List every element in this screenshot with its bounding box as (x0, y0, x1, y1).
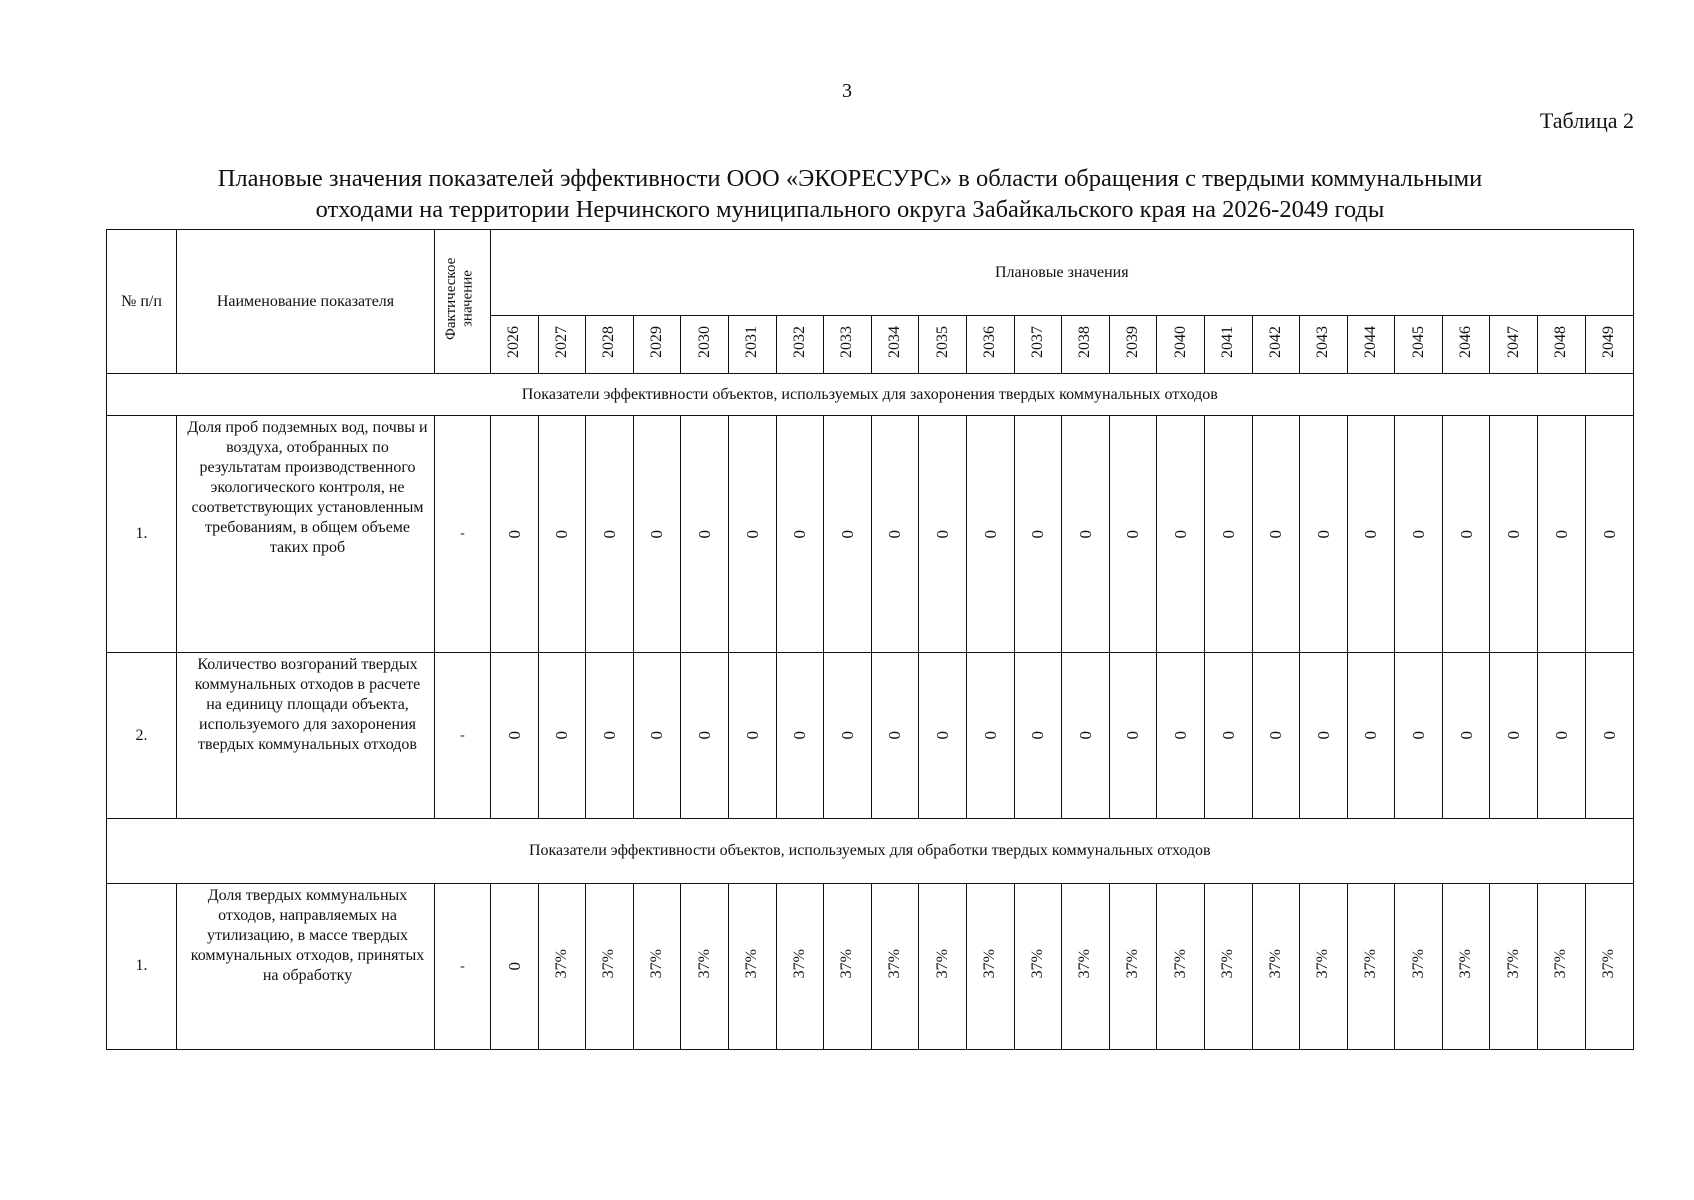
planned-value: 0 (1170, 731, 1190, 740)
indicator-name: Количество возгораний твердых коммунальных отходов в расчете на единицу площади объекта, используемого для захоронения твердых коммунальных отходов (177, 653, 435, 819)
planned-value-cell (966, 416, 1014, 653)
planned-value: 37% (1266, 948, 1284, 978)
planned-value: 0 (1456, 529, 1476, 539)
planned-value-cell (1442, 416, 1490, 653)
planned-value-cell (776, 416, 824, 653)
planned-value: 0 (837, 529, 857, 539)
planned-value-cell (728, 653, 776, 819)
year-header (966, 316, 1014, 374)
planned-value-cell (1062, 883, 1110, 1049)
year-label: 2029 (648, 325, 666, 358)
year-label: 2046 (1457, 325, 1475, 358)
planned-value-cell (1157, 416, 1205, 653)
planned-value: 0 (885, 731, 905, 740)
year-label: 2048 (1552, 325, 1570, 358)
planned-value-cell (586, 883, 634, 1049)
row-number: 1. (107, 416, 177, 653)
planned-value: 0 (1123, 731, 1143, 740)
section-header-row (107, 374, 1634, 416)
planned-value: 37% (743, 948, 761, 978)
planned-value-cell (681, 883, 729, 1049)
planned-value: 0 (1551, 731, 1571, 740)
planned-value: 0 (1551, 529, 1571, 539)
indicator-name: Доля проб подземных вод, почвы и воздуха, отобранных по результатам производственного экологического контроля, не соответствующих установленным требованиям, в общем объеме таких проб (177, 416, 435, 653)
year-label: 2047 (1504, 325, 1522, 358)
planned-value-cell (1347, 653, 1395, 819)
planned-value-cell (1062, 416, 1110, 653)
year-header (633, 316, 681, 374)
year-label: 2037 (1028, 325, 1046, 358)
planned-value-cell (633, 883, 681, 1049)
planned-value: 0 (742, 731, 762, 740)
planned-value-cell (1395, 653, 1443, 819)
planned-value-cell (1300, 883, 1348, 1049)
year-header (1014, 316, 1062, 374)
planned-value: 37% (981, 948, 999, 978)
planned-value: 0 (1599, 731, 1619, 740)
planned-value: 0 (1123, 529, 1143, 539)
planned-value: 0 (837, 731, 857, 740)
year-header (1252, 316, 1300, 374)
planned-value: 37% (1124, 948, 1142, 978)
year-label: 2044 (1361, 325, 1379, 358)
year-header (1062, 316, 1110, 374)
planned-value: 0 (1218, 529, 1238, 539)
row-number: 1. (107, 883, 177, 1049)
planned-value: 37% (1361, 948, 1379, 978)
planned-value: 0 (885, 529, 905, 539)
planned-value: 0 (695, 731, 715, 740)
planned-value: 0 (1075, 529, 1095, 539)
planned-value-cell (1490, 416, 1538, 653)
planned-value-cell (728, 883, 776, 1049)
planned-value: 37% (1504, 948, 1522, 978)
year-label: 2032 (790, 325, 808, 358)
planned-value: 0 (1266, 529, 1286, 539)
year-label: 2041 (1219, 325, 1237, 358)
year-label: 2033 (838, 325, 856, 358)
year-label: 2040 (1171, 325, 1189, 358)
header-row-1 (107, 230, 1634, 316)
year-label: 2045 (1409, 325, 1427, 358)
planned-value: 0 (933, 731, 953, 740)
year-label: 2042 (1266, 325, 1284, 358)
indicator-name: Доля твердых коммунальных отходов, направляемых на утилизацию, в массе твердых коммунальных отходов, принятых на обработку (177, 883, 435, 1049)
year-header (1585, 316, 1633, 374)
actual-value: - (435, 416, 491, 653)
planned-value-cell (871, 416, 919, 653)
planned-value: 37% (552, 948, 570, 978)
planned-value-cell (538, 883, 586, 1049)
planned-value: 0 (1028, 731, 1048, 740)
planned-value-cell (1252, 883, 1300, 1049)
planned-value-cell (871, 653, 919, 819)
planned-value-cell (1585, 883, 1633, 1049)
planned-value-cell (1204, 883, 1252, 1049)
year-label: 2038 (1076, 325, 1094, 358)
section-title: Показатели эффективности объектов, используемых для обработки твердых коммунальных отходов (107, 819, 1634, 883)
planned-value: 37% (838, 948, 856, 978)
year-label: 2039 (1124, 325, 1142, 358)
planned-value: 0 (552, 731, 572, 740)
year-label: 2027 (552, 325, 570, 358)
year-header (1300, 316, 1348, 374)
year-label: 2049 (1600, 325, 1618, 358)
planned-value-cell (1109, 653, 1157, 819)
planned-value-cell (633, 653, 681, 819)
planned-value-cell (1109, 416, 1157, 653)
planned-value-cell (1395, 883, 1443, 1049)
planned-value: 37% (1028, 948, 1046, 978)
planned-value: 37% (1552, 948, 1570, 978)
actual-value: - (435, 653, 491, 819)
header-actual-text: Фактическое значение (442, 257, 475, 340)
planned-value-cell (776, 653, 824, 819)
planned-value-cell (1490, 883, 1538, 1049)
year-header (538, 316, 586, 374)
header-actual (435, 230, 491, 374)
planned-value-cell (871, 883, 919, 1049)
year-header (728, 316, 776, 374)
planned-value: 0 (1456, 731, 1476, 740)
year-label: 2028 (600, 325, 618, 358)
planned-value-cell (681, 653, 729, 819)
title-line-1: Плановые значения показателей эффективности ООО «ЭКОРЕСУРС» в области обращения с твердыми коммунальными (217, 165, 1483, 192)
planned-value: 0 (647, 731, 667, 740)
year-header (1538, 316, 1586, 374)
planned-value: 0 (695, 529, 715, 539)
planned-value-cell (1585, 416, 1633, 653)
year-header (824, 316, 872, 374)
planned-value: 37% (648, 948, 666, 978)
planned-value: 0 (504, 529, 524, 539)
year-label: 2031 (743, 325, 761, 358)
section-header-row (107, 819, 1634, 883)
planned-value: 0 (980, 529, 1000, 539)
planned-value-cell (1395, 416, 1443, 653)
planned-value-cell (919, 653, 967, 819)
planned-value: 0 (790, 731, 810, 740)
year-label: 2036 (981, 325, 999, 358)
year-header (1490, 316, 1538, 374)
table-row (107, 883, 1634, 1049)
planned-value-cell (824, 416, 872, 653)
planned-value: 0 (980, 731, 1000, 740)
planned-value: 37% (1600, 948, 1618, 978)
planned-value: 0 (933, 529, 953, 539)
year-label: 2043 (1314, 325, 1332, 358)
year-header (1157, 316, 1205, 374)
planned-value-cell (1442, 883, 1490, 1049)
year-header (1395, 316, 1443, 374)
planned-value-cell (1014, 416, 1062, 653)
planned-value-cell (1014, 883, 1062, 1049)
page-number: 3 (842, 80, 852, 102)
planned-value: 0 (1170, 529, 1190, 539)
indicators-table (106, 229, 1634, 1050)
planned-value: 0 (1408, 731, 1428, 740)
title-line-2: отходами на территории Нерчинского муниципального округа Забайкальского края на 2026-2049 годы (315, 196, 1385, 223)
planned-value: 0 (1408, 529, 1428, 539)
planned-value-cell (538, 416, 586, 653)
planned-value-cell (1252, 416, 1300, 653)
year-header (1204, 316, 1252, 374)
planned-value: 37% (1314, 948, 1332, 978)
planned-value-cell (491, 883, 539, 1049)
planned-value-cell (966, 653, 1014, 819)
planned-value-cell (966, 883, 1014, 1049)
planned-value: 37% (1409, 948, 1427, 978)
planned-value: 0 (647, 529, 667, 539)
planned-value-cell (1347, 416, 1395, 653)
planned-value: 37% (1171, 948, 1189, 978)
planned-value-cell (681, 416, 729, 653)
planned-value: 0 (1075, 731, 1095, 740)
year-header (1109, 316, 1157, 374)
planned-value: 37% (1076, 948, 1094, 978)
planned-value-cell (1538, 883, 1586, 1049)
planned-value-cell (1014, 653, 1062, 819)
planned-value-cell (586, 416, 634, 653)
year-header (681, 316, 729, 374)
planned-value: 0 (599, 529, 619, 539)
planned-value-cell (1157, 883, 1205, 1049)
planned-value-cell (1300, 653, 1348, 819)
planned-value-cell (1442, 653, 1490, 819)
planned-value-cell (824, 883, 872, 1049)
planned-value: 37% (886, 948, 904, 978)
section-title: Показатели эффективности объектов, используемых для захоронения твердых коммунальных отходов (107, 374, 1634, 416)
planned-value-cell (1109, 883, 1157, 1049)
planned-value: 0 (1266, 731, 1286, 740)
year-label: 2026 (505, 325, 523, 358)
year-header (919, 316, 967, 374)
header-name: Наименование показателя (177, 230, 435, 374)
planned-value: 0 (504, 731, 524, 740)
planned-value: 0 (1028, 529, 1048, 539)
year-header (586, 316, 634, 374)
year-label: 2034 (886, 325, 904, 358)
planned-value: 0 (1361, 529, 1381, 539)
year-header (776, 316, 824, 374)
planned-value-cell (1585, 653, 1633, 819)
planned-value: 37% (933, 948, 951, 978)
planned-value-cell (633, 416, 681, 653)
planned-value: 0 (1218, 731, 1238, 740)
planned-value-cell (1347, 883, 1395, 1049)
planned-value-cell (1157, 653, 1205, 819)
table-row (107, 416, 1634, 653)
planned-value: 37% (1457, 948, 1475, 978)
planned-value: 37% (790, 948, 808, 978)
actual-value: - (435, 883, 491, 1049)
planned-value: 0 (1504, 529, 1524, 539)
planned-value-cell (919, 416, 967, 653)
planned-value: 0 (742, 529, 762, 539)
planned-value-cell (728, 416, 776, 653)
planned-value-cell (1204, 416, 1252, 653)
planned-value: 0 (790, 529, 810, 539)
planned-value: 0 (1361, 731, 1381, 740)
table-caption: Таблица 2 (1539, 108, 1634, 133)
planned-value-cell (1490, 653, 1538, 819)
year-header (1442, 316, 1490, 374)
header-num: № п/п (107, 230, 177, 374)
planned-value-cell (1538, 653, 1586, 819)
planned-value: 0 (504, 961, 524, 971)
planned-value: 37% (695, 948, 713, 978)
planned-value: 37% (600, 948, 618, 978)
planned-value: 0 (1313, 731, 1333, 740)
planned-value-cell (1252, 653, 1300, 819)
planned-value: 0 (1504, 731, 1524, 740)
planned-value: 0 (1599, 529, 1619, 539)
planned-value-cell (491, 416, 539, 653)
year-label: 2030 (695, 325, 713, 358)
planned-value-cell (824, 653, 872, 819)
year-header (871, 316, 919, 374)
document-title (90, 163, 1610, 225)
planned-value-cell (1300, 416, 1348, 653)
planned-value-cell (776, 883, 824, 1049)
planned-value-cell (1062, 653, 1110, 819)
year-header (491, 316, 539, 374)
year-header (1347, 316, 1395, 374)
planned-value-cell (919, 883, 967, 1049)
planned-value: 0 (1313, 529, 1333, 539)
planned-value-cell (1204, 653, 1252, 819)
planned-value-cell (1538, 416, 1586, 653)
row-number: 2. (107, 653, 177, 819)
planned-value: 37% (1219, 948, 1237, 978)
planned-value-cell (586, 653, 634, 819)
planned-value: 0 (599, 731, 619, 740)
planned-value: 0 (552, 529, 572, 539)
year-label: 2035 (933, 325, 951, 358)
planned-value-cell (538, 653, 586, 819)
table-row (107, 653, 1634, 819)
header-planned: Плановые значения (491, 230, 1634, 316)
planned-value-cell (491, 653, 539, 819)
